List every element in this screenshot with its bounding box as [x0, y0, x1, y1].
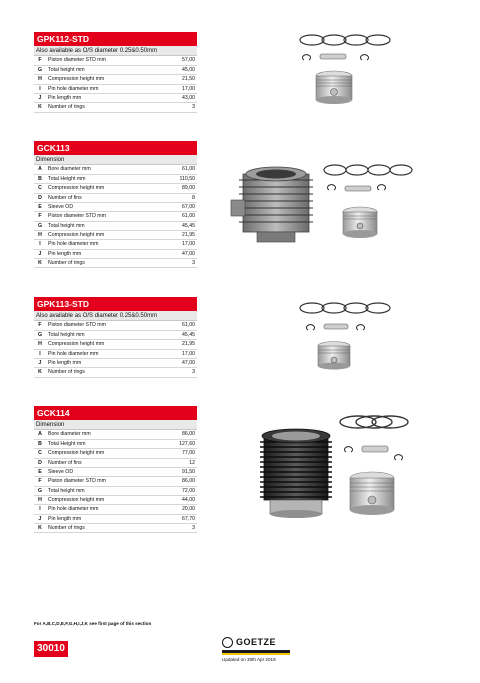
- table-row: [34, 467, 197, 476]
- table-row: [34, 458, 197, 467]
- product-title: GCK114: [34, 406, 197, 420]
- spec-value: 21,50: [167, 75, 197, 84]
- spec-key: H: [34, 495, 46, 504]
- table-row: [34, 477, 197, 486]
- spec-key: H: [34, 340, 46, 349]
- spec-key: I: [34, 349, 46, 358]
- table-row: [34, 174, 197, 183]
- circlip-icon: [328, 185, 336, 190]
- spec-value: 17,00: [167, 84, 197, 93]
- table-row: [34, 349, 197, 358]
- table-row: [34, 240, 197, 249]
- spec-value: 43,00: [167, 93, 197, 102]
- table-row: [34, 449, 197, 458]
- brand-bar-yellow: [222, 653, 290, 655]
- product-block-gpk112: [34, 32, 197, 113]
- updated-date: Updated on 30th Apr 2019: [222, 657, 276, 662]
- spec-value: 77,00: [162, 449, 197, 458]
- piston-ring-icon: [340, 416, 408, 428]
- brand-logo: [222, 637, 290, 667]
- piston-ring-icon: [300, 35, 390, 45]
- piston-pin-icon: [362, 446, 388, 452]
- product-subtitle: Dimension: [34, 155, 197, 165]
- spec-label: Compression height mm: [46, 184, 163, 193]
- spec-value: 21,95: [163, 230, 197, 239]
- spec-label: Sleeve OD: [46, 202, 163, 211]
- spec-value: 67,00: [163, 202, 197, 211]
- spec-table: [34, 321, 197, 378]
- table-row: [34, 523, 197, 532]
- spec-label: Pin length mm: [46, 358, 167, 367]
- spec-key: D: [34, 458, 46, 467]
- table-row: [34, 212, 197, 221]
- spec-table: [34, 56, 197, 113]
- footnote: For A,B,C,D,E,F,G,H,I,J,K see first page of this section: [34, 621, 152, 626]
- spec-value: 3: [167, 103, 197, 112]
- product-subtitle: Also available as O/S diameter 0.25&0.50mm: [34, 46, 197, 56]
- spec-label: Number of rings: [46, 103, 167, 112]
- table-row: [34, 249, 197, 258]
- spec-value: 45,00: [167, 65, 197, 74]
- spec-value: 21,95: [167, 340, 197, 349]
- piston-icon: [350, 472, 394, 515]
- spec-value: 110,50: [163, 174, 197, 183]
- piston-ring-icon: [324, 165, 412, 175]
- spec-label: Pin hole diameter mm: [46, 240, 163, 249]
- spec-label: Number of fins: [46, 193, 163, 202]
- piston-kit-image: [290, 298, 410, 376]
- piston-icon: [316, 71, 352, 104]
- piston-kit-image: [290, 30, 410, 110]
- spec-value: 3: [163, 258, 197, 267]
- table-row: [34, 486, 197, 495]
- spec-label: Bore diameter mm: [46, 165, 163, 174]
- spec-label: Piston diameter STD mm: [46, 477, 162, 486]
- piston-pin-icon: [345, 186, 371, 191]
- circlip-icon: [345, 447, 353, 452]
- circlip-icon: [303, 55, 311, 60]
- spec-key: K: [34, 368, 46, 377]
- spec-key: F: [34, 56, 46, 65]
- spec-label: Piston diameter STD mm: [46, 321, 167, 330]
- spec-value: 17,00: [163, 240, 197, 249]
- spec-table: [34, 165, 197, 268]
- spec-key: H: [34, 75, 46, 84]
- spec-label: Piston diameter STD mm: [46, 212, 163, 221]
- table-row: [34, 184, 197, 193]
- spec-label: Pin length mm: [46, 249, 163, 258]
- spec-label: Number of rings: [46, 523, 162, 532]
- product-title: GPK112-STD: [34, 32, 197, 46]
- spec-value: 91,50: [162, 467, 197, 476]
- brand-name: GOETZE: [236, 637, 277, 647]
- table-row: [34, 202, 197, 211]
- spec-value: 17,00: [167, 349, 197, 358]
- spec-value: 47,00: [167, 358, 197, 367]
- table-row: [34, 321, 197, 330]
- circlip-icon: [307, 325, 315, 330]
- table-row: [34, 65, 197, 74]
- spec-key: I: [34, 240, 46, 249]
- spec-label: Number of fins: [46, 458, 162, 467]
- spec-key: F: [34, 321, 46, 330]
- spec-value: 72,00: [162, 486, 197, 495]
- piston-pin-icon: [324, 324, 348, 329]
- cylinder-block-icon: [231, 167, 313, 242]
- spec-key: K: [34, 523, 46, 532]
- spec-label: Compression height mm: [46, 449, 162, 458]
- product-title: GPK113-STD: [34, 297, 197, 311]
- spec-key: A: [34, 430, 46, 439]
- table-row: [34, 330, 197, 339]
- table-row: [34, 193, 197, 202]
- product-block-gck113: [34, 141, 197, 268]
- spec-value: 12: [162, 458, 197, 467]
- spec-key: J: [34, 358, 46, 367]
- table-row: [34, 221, 197, 230]
- piston-pin-icon: [320, 54, 346, 59]
- spec-value: 86,00: [162, 430, 197, 439]
- spec-key: A: [34, 165, 46, 174]
- table-row: [34, 258, 197, 267]
- spec-label: Pin length mm: [46, 93, 167, 102]
- page-number: 30010: [34, 641, 68, 657]
- table-row: [34, 505, 197, 514]
- spec-label: Total height mm: [46, 65, 167, 74]
- spec-key: E: [34, 467, 46, 476]
- spec-label: Number of rings: [46, 368, 167, 377]
- goetze-logo-icon: [222, 637, 233, 648]
- spec-label: Total height mm: [46, 221, 163, 230]
- spec-key: C: [34, 184, 46, 193]
- piston-icon: [318, 342, 350, 370]
- spec-value: 45,45: [167, 330, 197, 339]
- spec-value: 47,00: [163, 249, 197, 258]
- cylinder-block-icon: [260, 429, 332, 518]
- table-row: [34, 430, 197, 439]
- spec-value: 67,70: [162, 514, 197, 523]
- spec-key: D: [34, 193, 46, 202]
- spec-label: Compression height mm: [46, 495, 162, 504]
- table-row: [34, 84, 197, 93]
- spec-key: H: [34, 230, 46, 239]
- spec-label: Pin hole diameter mm: [46, 505, 162, 514]
- spec-value: 44,00: [162, 495, 197, 504]
- spec-value: 20,00: [162, 505, 197, 514]
- spec-key: J: [34, 93, 46, 102]
- spec-label: Pin hole diameter mm: [46, 84, 167, 93]
- product-block-gck114: [34, 406, 197, 533]
- spec-value: 3: [167, 368, 197, 377]
- spec-label: Total height mm: [46, 330, 167, 339]
- spec-label: Number of rings: [46, 258, 163, 267]
- spec-key: G: [34, 221, 46, 230]
- table-row: [34, 230, 197, 239]
- product-title: GCK113: [34, 141, 197, 155]
- spec-label: Total height mm: [46, 486, 162, 495]
- spec-label: Compression height mm: [46, 340, 167, 349]
- table-row: [34, 56, 197, 65]
- spec-value: 61,00: [163, 165, 197, 174]
- cylinder-kit-image: [250, 408, 420, 528]
- spec-label: Pin length mm: [46, 514, 162, 523]
- spec-label: Compression height mm: [46, 75, 167, 84]
- spec-key: K: [34, 258, 46, 267]
- spec-label: Total Height mm: [46, 174, 163, 183]
- spec-value: 61,00: [167, 321, 197, 330]
- spec-key: J: [34, 514, 46, 523]
- spec-value: 8: [163, 193, 197, 202]
- spec-label: Pin hole diameter mm: [46, 349, 167, 358]
- table-row: [34, 93, 197, 102]
- spec-label: Total Height mm: [46, 439, 162, 448]
- table-row: [34, 439, 197, 448]
- spec-key: G: [34, 330, 46, 339]
- table-row: [34, 75, 197, 84]
- spec-key: C: [34, 449, 46, 458]
- spec-key: E: [34, 202, 46, 211]
- product-block-gpk113: [34, 297, 197, 378]
- spec-key: K: [34, 103, 46, 112]
- spec-label: Bore diameter mm: [46, 430, 162, 439]
- table-row: [34, 340, 197, 349]
- spec-key: I: [34, 505, 46, 514]
- spec-label: Compression height mm: [46, 230, 163, 239]
- spec-value: 89,00: [163, 184, 197, 193]
- spec-key: B: [34, 439, 46, 448]
- table-row: [34, 103, 197, 112]
- cylinder-kit-image: [225, 160, 415, 250]
- spec-value: 57,00: [167, 56, 197, 65]
- product-subtitle: Dimension: [34, 420, 197, 430]
- spec-value: 61,00: [163, 212, 197, 221]
- spec-value: 45,45: [163, 221, 197, 230]
- spec-table: [34, 430, 197, 533]
- spec-key: G: [34, 486, 46, 495]
- spec-value: 127,60: [162, 439, 197, 448]
- table-row: [34, 165, 197, 174]
- spec-value: 3: [162, 523, 197, 532]
- table-row: [34, 514, 197, 523]
- piston-icon: [343, 207, 377, 238]
- spec-key: F: [34, 212, 46, 221]
- spec-value: 86,00: [162, 477, 197, 486]
- spec-key: J: [34, 249, 46, 258]
- spec-label: Piston diameter STD mm: [46, 56, 167, 65]
- table-row: [34, 358, 197, 367]
- spec-key: G: [34, 65, 46, 74]
- table-row: [34, 368, 197, 377]
- spec-key: F: [34, 477, 46, 486]
- spec-key: B: [34, 174, 46, 183]
- product-subtitle: Also available as O/S diameter 0.25&0.50mm: [34, 311, 197, 321]
- spec-key: I: [34, 84, 46, 93]
- table-row: [34, 495, 197, 504]
- piston-ring-icon: [300, 303, 390, 313]
- spec-label: Sleeve OD: [46, 467, 162, 476]
